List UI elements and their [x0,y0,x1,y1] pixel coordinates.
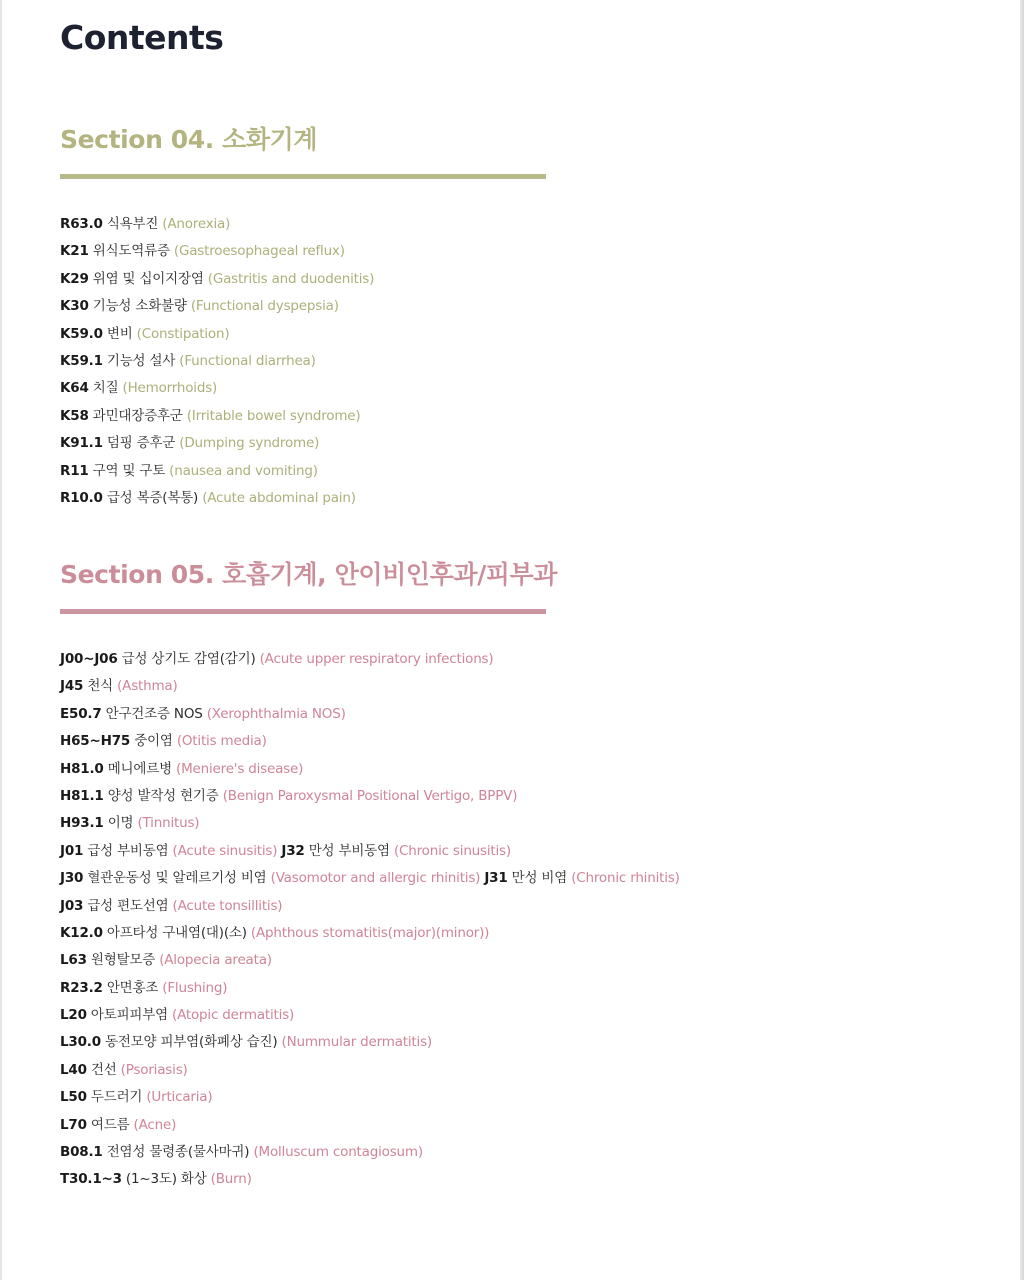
english-name: (Acute abdominal pain) [202,489,356,506]
korean-name: 혈관운동성 및 알레르기성 비염 [87,870,267,887]
list-item [60,430,660,457]
diagnosis-code: K59.1 [60,352,103,369]
english-name: (Functional diarrhea) [179,352,316,369]
korean-name: 만성 부비동염 [308,842,390,859]
diagnosis-code: R11 [60,462,89,479]
english-name: (Acute sinusitis) [172,842,278,859]
diagnosis-code: K59.0 [60,325,103,342]
english-name: (Burn) [210,1171,252,1188]
korean-name: 만성 비염 [511,870,568,887]
list-item [60,646,660,673]
korean-name: 위염 및 십이지장염 [92,270,204,287]
diagnosis-code: L63 [60,952,87,969]
list-item [60,920,660,947]
diagnosis-code: R10.0 [60,489,103,506]
diagnosis-code: R23.2 [60,979,103,996]
korean-name: 치질 [92,380,119,397]
korean-name: 과민대장증후군 [92,407,183,424]
diagnosis-code: K12.0 [60,924,103,941]
korean-name: 여드름 [90,1116,130,1133]
english-name: (Atopic dermatitis) [172,1007,295,1024]
korean-name: 이명 [107,815,134,832]
english-name: (Acute tonsillitis) [172,897,283,914]
list-item [60,375,660,402]
korean-name: 구역 및 구토 [92,462,166,479]
list-item [60,321,660,348]
korean-name: 위식도역류증 [92,243,170,260]
diagnosis-code: L70 [60,1116,87,1133]
english-name: (Gastroesophageal reflux) [173,243,345,260]
korean-name: 건선 [90,1061,117,1078]
list-item [60,1057,660,1084]
diagnosis-code: B08.1 [60,1144,103,1161]
diagnosis-code: J32 [281,842,305,859]
english-name: (Acute upper respiratory infections) [259,651,494,667]
diagnosis-code: J30 [60,870,84,887]
diagnosis-code: K64 [60,380,89,397]
section-heading: Section 05. 호흡기계, 안이비인후과/피부과 [60,560,558,589]
english-name: (Alopecia areata) [159,952,272,969]
english-name: (Functional dyspepsia) [190,298,339,315]
list-item [60,238,660,265]
diagnosis-code: H81.0 [60,760,104,777]
english-name: (Tinnitus) [137,815,200,832]
list-item [60,1084,660,1111]
korean-name: 변비 [106,325,133,342]
korean-name: 급성 편도선염 [87,897,169,914]
korean-name: 기능성 소화불량 [92,298,187,315]
list-item [60,1139,660,1166]
section-divider [60,609,546,614]
korean-name: 아토피피부염 [90,1007,168,1024]
entry-list [60,211,660,512]
english-name: (Aphthous stomatitis(major)(minor)) [250,924,490,941]
diagnosis-code: T30.1~3 [60,1171,122,1188]
list-item [60,458,660,485]
list-item [60,673,660,700]
diagnosis-code: H81.1 [60,787,104,804]
diagnosis-code: R63.0 [60,216,103,232]
english-name: (Nummular dermatitis) [281,1034,432,1051]
english-name: (Urticaria) [146,1089,213,1106]
list-item [60,810,660,837]
diagnosis-code: K29 [60,270,89,287]
list-item [60,756,660,783]
korean-name: 안구건조증 NOS [105,705,203,722]
diagnosis-code: J00~J06 [60,651,118,667]
korean-name: 중이염 [134,733,173,750]
page-edge-right [1020,0,1024,1280]
section-04 [60,120,660,512]
list-item [60,865,680,892]
korean-name: 급성 복증(복통) [106,489,199,506]
korean-name: 두드러기 [90,1089,143,1106]
english-name: (Molluscum contagiosum) [253,1144,423,1161]
english-name: (Acne) [133,1116,177,1133]
english-name: (Meniere's disease) [176,760,304,777]
list-item [60,838,660,865]
diagnosis-code: L40 [60,1061,87,1078]
list-item [60,893,660,920]
section-heading: Section 04. 소화기계 [60,125,318,154]
list-item [60,1112,660,1139]
english-name: (nausea and vomiting) [169,462,318,479]
list-item [60,403,660,430]
english-name: (Asthma) [117,678,178,695]
list-item [60,1002,660,1029]
english-name: (Dumping syndrome) [179,435,320,452]
english-name: (Chronic sinusitis) [393,842,511,859]
diagnosis-code: L20 [60,1007,87,1024]
diagnosis-code: K30 [60,298,89,315]
list-item [60,485,660,512]
diagnosis-code: J45 [60,678,84,695]
diagnosis-code: L30.0 [60,1034,101,1051]
english-name: (Irritable bowel syndrome) [186,407,361,424]
korean-name: 아프타성 구내염(대)(소) [106,924,247,941]
diagnosis-code: L50 [60,1089,87,1106]
korean-name: (1~3도) 화상 [125,1171,207,1188]
list-item [60,211,660,238]
list-item [60,701,660,728]
english-name: (Constipation) [136,325,230,342]
diagnosis-code: J31 [484,870,508,887]
english-name: (Flushing) [162,979,228,996]
list-item [60,348,660,375]
section-05 [60,555,680,1194]
korean-name: 급성 부비동염 [87,842,169,859]
korean-name: 덤핑 증후군 [106,435,176,452]
diagnosis-code: K91.1 [60,435,103,452]
diagnosis-code: H93.1 [60,815,104,832]
list-item [60,266,660,293]
diagnosis-code: K58 [60,407,89,424]
list-item [60,293,660,320]
page-title: Contents [60,18,224,57]
english-name: (Gastritis and duodenitis) [207,270,375,287]
korean-name: 식욕부진 [106,216,159,232]
english-name: (Anorexia) [162,216,231,232]
english-name: (Vasomotor and allergic rhinitis) [270,870,481,887]
list-item [60,783,660,810]
korean-name: 원형탈모증 [90,952,156,969]
page-edge-left [0,0,2,1280]
diagnosis-code: H65~H75 [60,733,131,750]
diagnosis-code: K21 [60,243,89,260]
korean-name: 급성 상기도 감염(감기) [121,651,256,667]
english-name: (Chronic rhinitis) [571,870,680,887]
diagnosis-code: J01 [60,842,84,859]
entry-list [60,646,680,1194]
english-name: (Otitis media) [176,733,267,750]
korean-name: 안면홍조 [106,979,159,996]
section-divider [60,174,546,179]
list-item [60,975,660,1002]
diagnosis-code: J03 [60,897,84,914]
korean-name: 동전모양 피부염(화폐상 습진) [105,1034,278,1051]
korean-name: 양성 발작성 현기증 [107,787,219,804]
korean-name: 천식 [87,678,113,695]
list-item [60,1166,660,1193]
korean-name: 전염성 물령종(물사마귀) [106,1144,250,1161]
diagnosis-code: E50.7 [60,705,102,722]
english-name: (Psoriasis) [120,1061,188,1078]
english-name: (Hemorrhoids) [122,380,218,397]
list-item [60,947,660,974]
english-name: (Xerophthalmia NOS) [206,705,346,722]
korean-name: 기능성 설사 [106,352,176,369]
list-item [60,1029,660,1056]
korean-name: 메니에르병 [107,760,172,777]
english-name: (Benign Paroxysmal Positional Vertigo, BPPV) [222,787,518,804]
list-item [60,728,660,755]
